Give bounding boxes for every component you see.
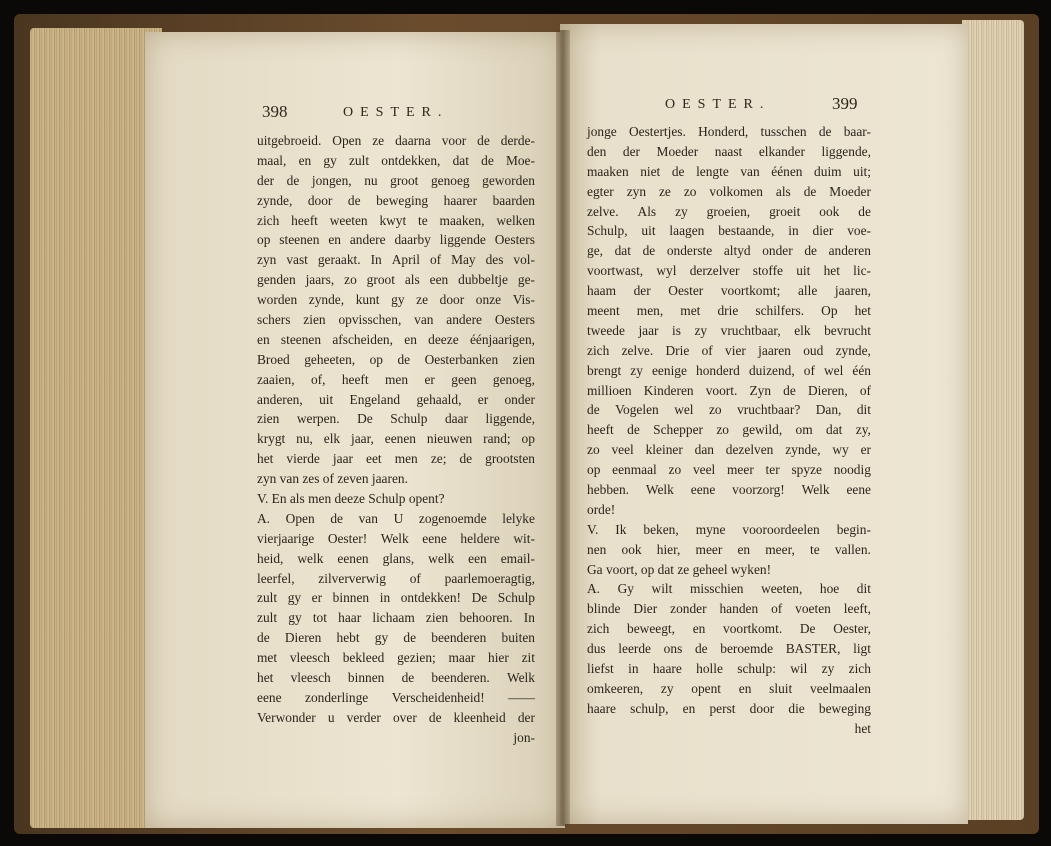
left-running-head: OESTER.	[343, 105, 449, 120]
text-line: Schulp, uit laagen bestaande, in dier voe-	[587, 223, 871, 239]
text-line: genden jaars, zo groot als een dubbeltje ge-	[257, 272, 535, 288]
text-line: zyn vast geraakt. In April of May des vol-	[257, 252, 535, 268]
text-line: leerfel, zilververwig of paarlemoeragtig,	[257, 570, 535, 586]
left-page	[145, 32, 565, 828]
text-line: eene zonderlinge Verscheidenheid! ——	[257, 689, 535, 705]
text-line: Verwonder u verder over de kleenheid der	[257, 709, 535, 725]
text-line: het vleesch binnen de beenderen. Welk	[257, 670, 535, 686]
text-line: haam der Oester voortkomt; alle jaaren,	[587, 283, 871, 299]
text-line: het	[854, 720, 871, 736]
text-line: krygt nu, elk jaar, eenen nieuwen rand; op	[257, 431, 535, 447]
text-line: tweede jaar is zy vruchtbaar, elk bevrucht	[587, 322, 871, 338]
text-line: blinde Dier zonder handen of voeten leeft,	[587, 601, 871, 617]
text-line: zaaien, of, heeft men er geen genoeg,	[257, 371, 535, 387]
text-line: A. Open de van U zogenoemde lelyke	[257, 510, 535, 526]
left-page-number: 398	[262, 102, 288, 121]
text-line: de Vogelen wel zo vruchtbaar? Dan, dit	[587, 402, 871, 418]
right-page-edges	[962, 20, 1024, 820]
text-line: zich heeft weeten kwyt te maaken, welken	[257, 212, 535, 228]
text-line: omkeeren, zy opent en sluit veelmaalen	[587, 680, 871, 696]
text-line: haare schulp, en perst door die beweging	[587, 700, 871, 716]
text-line: brengt zy eenige honderd duizend, of wel één	[587, 362, 871, 378]
left-page-edges	[30, 28, 162, 828]
text-line: schers zien opvisschen, van andere Oesters	[257, 312, 535, 328]
text-line: maaken niet de lengte van éénen duim uit;	[587, 163, 871, 179]
text-line: heeft de Schepper zo gewild, om dat zy,	[587, 422, 871, 438]
text-line: vierjaarige Oester! Welk eene heldere wit-	[257, 530, 535, 546]
text-line: Ga voort, op dat ze geheel wyken!	[587, 561, 772, 577]
text-line: zynde, door de beweging haarer baarden	[257, 192, 535, 208]
text-line: en steenen afscheiden, en deeze éénjaarigen,	[257, 331, 535, 347]
text-line: zelve. Als zy groeien, groeit ook de	[587, 203, 871, 219]
right-text-column	[587, 122, 871, 739]
text-line: worden zynde, kunt gy ze door onze Vis-	[257, 292, 535, 308]
text-line: zyn van zes of zeven jaaren.	[257, 471, 408, 487]
text-line: ge, dat de onderste altyd onder de anderen	[587, 243, 871, 259]
text-line: op eenmaal zo veel meer ter spyze noodig	[587, 462, 871, 478]
right-page-number: 399	[832, 94, 858, 113]
right-running-head: OESTER.	[665, 97, 771, 112]
text-line: maal, en gy zult ontdekken, dat de Moe-	[257, 152, 535, 168]
text-line: meent men, met drie schilfers. Op het	[587, 303, 871, 319]
text-line: het vierde jaar eet men ze; de grootsten	[257, 451, 535, 467]
text-line: millioen Kinderen voort. Zyn de Dieren, of	[587, 382, 871, 398]
text-line: zich beweegt, en voortkomt. De Oester,	[587, 621, 871, 637]
text-line: anderen, uit Engeland gehaald, er onder	[257, 391, 535, 407]
text-line: de Dieren hebt gy de beenderen buiten	[257, 630, 535, 646]
text-line: dus leerde ons de beroemde BASTER, ligt	[587, 641, 871, 657]
left-text-column	[257, 131, 535, 748]
text-line: A. Gy wilt misschien weeten, hoe dit	[587, 581, 871, 597]
text-line: egter zyn ze zo volkomen als de Moeder	[587, 183, 871, 199]
text-line: Broed geheeten, op de Oesterbanken zien	[257, 351, 535, 367]
right-page	[560, 24, 968, 824]
text-line: zien werpen. De Schulp daar liggende,	[257, 411, 535, 427]
text-line: V. Ik beken, myne vooroordeelen begin-	[587, 521, 871, 537]
text-line: der de jongen, nu groot genoeg geworden	[257, 172, 535, 188]
text-line: nen ook hier, meer en meer, te vallen.	[587, 541, 871, 557]
text-line: den der Moeder naast elkander liggende,	[587, 143, 871, 159]
book-gutter	[556, 30, 570, 826]
text-line: heid, welk eenen glans, welk een email-	[257, 550, 535, 566]
text-line: zo veel kleiner dan dezelven zynde, wy er	[587, 442, 871, 458]
text-line: uitgebroeid. Open ze daarna voor de derde-	[257, 133, 535, 148]
text-line: hebben. Welk eene voorzorg! Welk eene	[587, 482, 871, 498]
text-line: zult gy er binnen in ontdekken! De Schulp	[257, 590, 535, 606]
text-line: liefst in haare holle schulp: wil zy zich	[587, 661, 871, 677]
text-line: op steenen en andere daarby liggende Oesters	[257, 232, 535, 248]
text-line: zich zelve. Drie of vier jaaren oud zynde,	[587, 342, 871, 358]
text-line: met vleesch bekleed gezien; maar hier zit	[257, 650, 535, 666]
text-line: zult gy tot haar lichaam zien behooren. In	[257, 610, 535, 626]
text-line: jon-	[513, 729, 535, 745]
text-line: voortwast, wyl derzelver stoffe uit het lic-	[587, 263, 871, 279]
text-line: V. En als men deeze Schulp opent?	[257, 491, 445, 507]
text-line: orde!	[587, 501, 616, 517]
text-line: jonge Oestertjes. Honderd, tusschen de baar-	[587, 124, 871, 139]
